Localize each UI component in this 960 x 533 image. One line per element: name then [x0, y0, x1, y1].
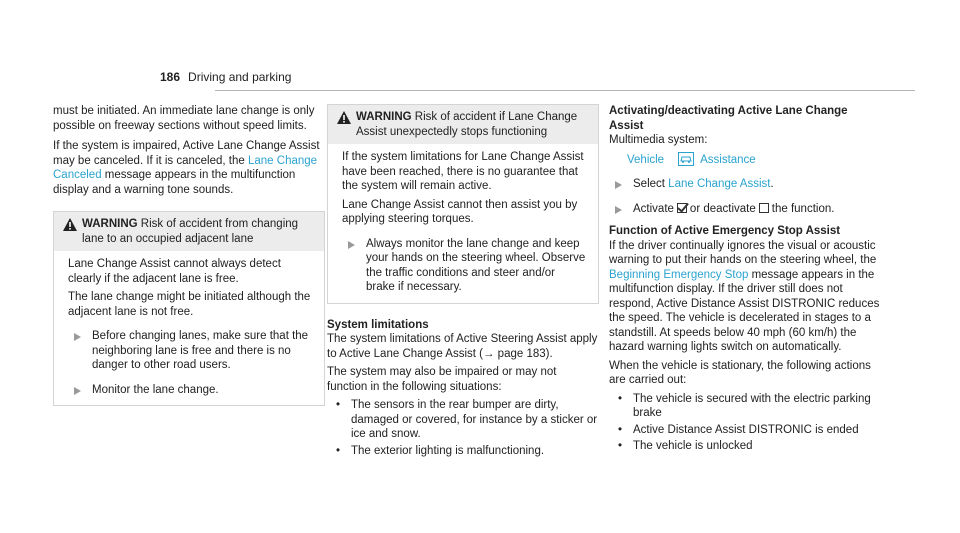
- step-arrow-icon: [615, 206, 622, 214]
- paragraph: The system limitations of Active Steering Assist apply to Active Lane Change Assist (→ page 183).: [327, 333, 598, 360]
- page-header: [160, 70, 291, 85]
- step: Select Lane Change Assist.: [609, 177, 881, 192]
- warning-body: [328, 144, 598, 303]
- step-arrow-icon: [74, 333, 81, 341]
- column-1: [53, 104, 325, 406]
- menu-assistance: Assistance: [700, 153, 756, 166]
- menu-vehicle: Vehicle: [627, 153, 665, 166]
- warning-text: If the system limitations for Lane Change Assist have been reached, there is no guarantee that the system will remain active.: [342, 151, 584, 192]
- warning-text: The lane change might be initiated although the adjacent lane is not free.: [68, 291, 311, 318]
- checkbox-empty-icon: [759, 203, 769, 213]
- step: Before changing lanes, make sure that the neighboring lane is free and there is no danger to other road users.: [68, 329, 312, 373]
- menu-path: [609, 152, 881, 168]
- step: Activate or deactivate the function.: [609, 202, 881, 217]
- section-heading: Function of Active Emergency Stop Assist: [609, 225, 841, 237]
- column-2: [327, 104, 599, 458]
- paragraph: When the vehicle is stationary, the following actions are carried out:: [609, 359, 871, 386]
- section-title: Driving and parking: [188, 70, 292, 84]
- section-heading: System limitations: [327, 318, 429, 331]
- paragraph: If the driver continually ignores the visual or acoustic warning to put their hands on the steering wheel, the Beginning Emergency Stop message appears in the multifunction display. If the driver still does not respond, Active Distance Assist DISTRONIC reduces the speed. The vehicle is decelerated in stages to a standstill. At speeds below 40 mph (60 km/h) the hazard warning lights switch on automatically.: [609, 239, 880, 353]
- warning-text: Lane Change Assist cannot then assist you by applying steering torques.: [342, 198, 578, 225]
- column-3: [609, 104, 881, 454]
- step-arrow-icon: [348, 241, 355, 249]
- paragraph: must be initiated. An immediate lane change is only possible on freeway sections without speed limits.: [53, 105, 315, 132]
- warning-header: [54, 212, 324, 251]
- list-item: • The sensors in the rear bumper are dirty, damaged or covered, for instance by a sticker or ice and snow.: [327, 398, 599, 442]
- paragraph: If the system is impaired, Active Lane Change Assist may be canceled. If it is canceled, the Lane Change Canceled message appears in the multifunction display and a warning tone sounds.: [53, 140, 320, 196]
- warning-text: Lane Change Assist cannot always detect clearly if the adjacent lane is free.: [68, 258, 281, 285]
- list-item: • The vehicle is unlocked: [609, 439, 881, 454]
- warning-body: [54, 251, 324, 405]
- warning-header: [328, 105, 598, 144]
- warning-heading: Risk of accident from changing lane to an occupied adjacent lane: [82, 218, 299, 245]
- warning-label: WARNING: [82, 218, 138, 230]
- warning-box: [327, 104, 599, 304]
- display-message-link: Lane Change Canceled: [53, 154, 318, 181]
- warning-icon: [337, 111, 351, 124]
- list-item: • Active Distance Assist DISTRONIC is ended: [609, 423, 881, 438]
- warning-box: [53, 211, 325, 406]
- page-number: 186: [160, 70, 181, 84]
- paragraph: The system may also be impaired or may not function in the following situations:: [327, 366, 557, 393]
- display-message-link: Beginning Emergency Stop: [609, 268, 749, 281]
- car-icon: [678, 152, 694, 166]
- warning-label: WARNING: [356, 111, 412, 123]
- header-rule: [215, 90, 915, 91]
- list-item: • The vehicle is secured with the electric parking brake: [609, 392, 881, 421]
- section-heading: Activating/deactivating Active Lane Change Assist: [609, 105, 848, 132]
- paragraph: Multimedia system:: [609, 134, 708, 146]
- bullet-list: [327, 398, 599, 458]
- bullet-list: [609, 392, 881, 454]
- checkbox-checked-icon: [677, 203, 687, 213]
- warning-icon: [63, 218, 77, 231]
- step: Always monitor the lane change and keep your hands on the steering wheel. Observe the traffic conditions and steer and/or brake if necessary.: [342, 237, 586, 295]
- menu-link: Lane Change Assist: [668, 178, 771, 190]
- step: Monitor the lane change.: [68, 383, 312, 398]
- step-arrow-icon: [74, 387, 81, 395]
- list-item: • The exterior lighting is malfunctioning.: [327, 444, 599, 459]
- warning-heading: Risk of accident if Lane Change Assist unexpectedly stops functioning: [356, 111, 578, 138]
- step-arrow-icon: [615, 181, 622, 189]
